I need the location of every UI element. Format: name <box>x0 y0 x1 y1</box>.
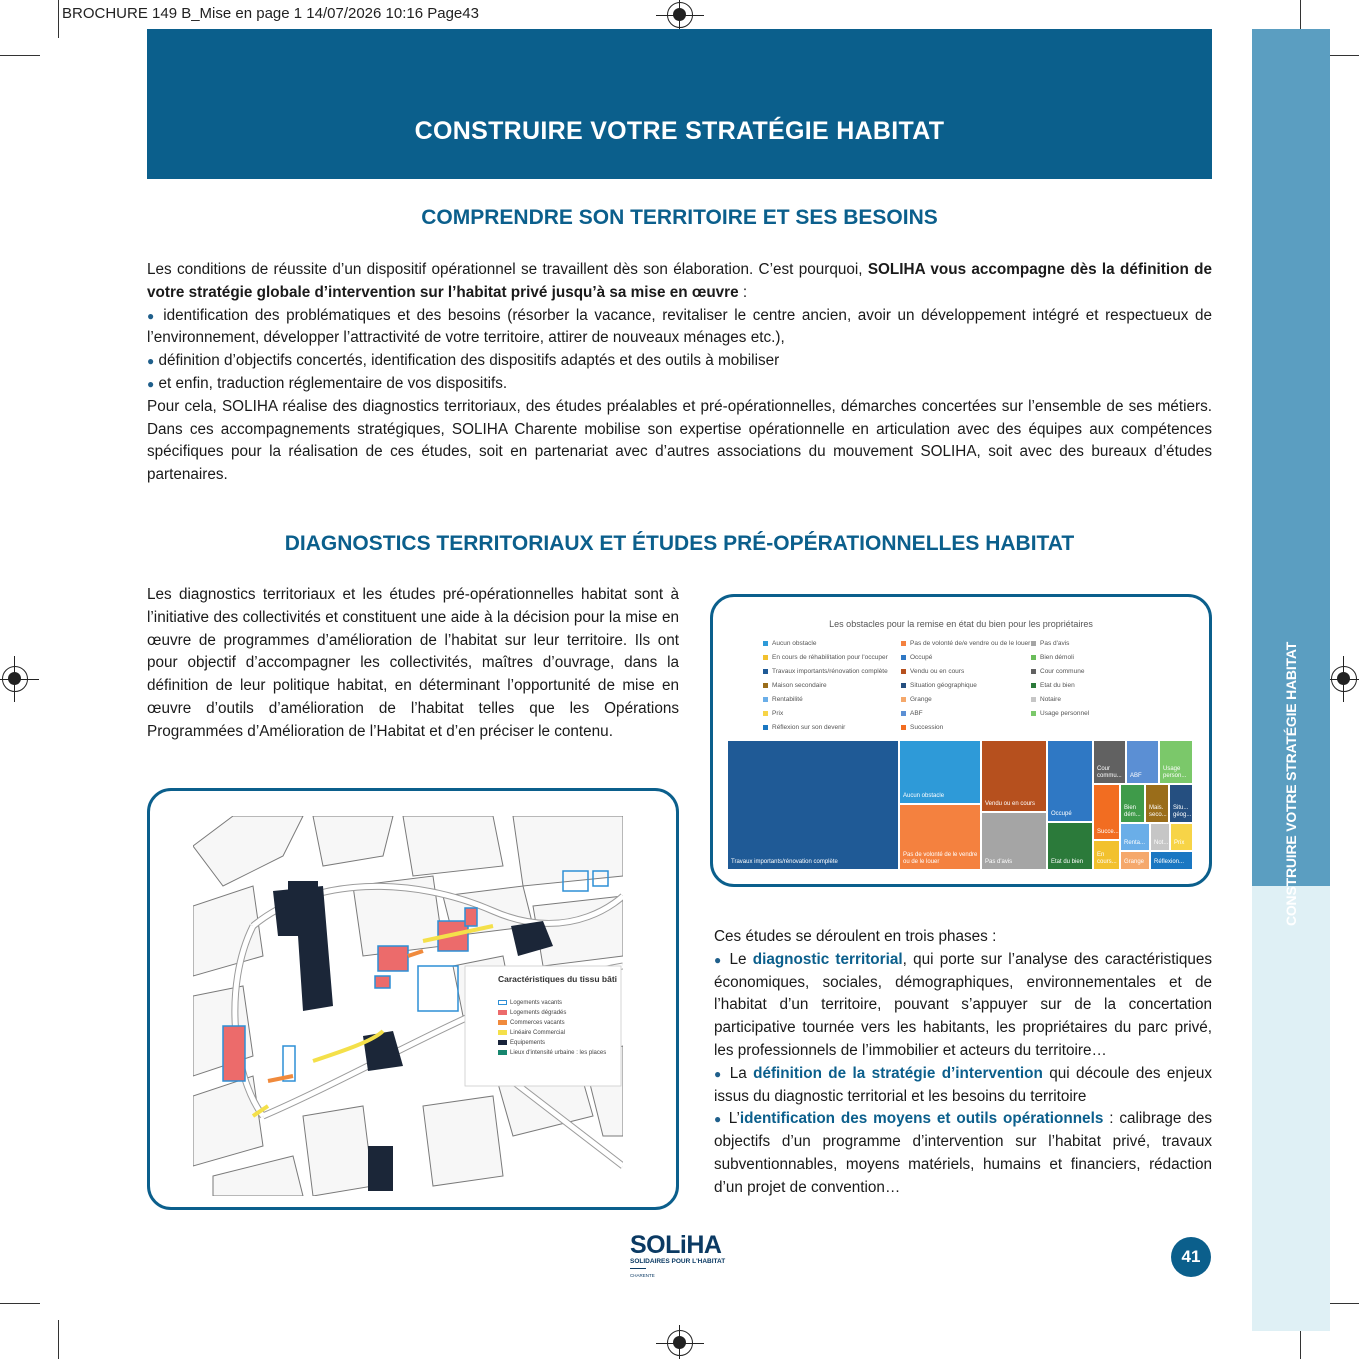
side-tab-label: CONSTRUIRE VOTRE STRATÉGIE HABITAT <box>1283 641 1299 927</box>
section1-body <box>147 259 1212 487</box>
phase-prefix: L’ <box>728 1110 740 1128</box>
treemap-tile-label: Bien dém... <box>1124 805 1141 818</box>
legend-swatch <box>763 683 768 688</box>
chart-legend-item <box>901 724 943 731</box>
registration-mark <box>667 2 693 28</box>
legend-swatch <box>901 683 906 688</box>
legend-label: Situation géographique <box>910 682 977 689</box>
treemap-tile-label: En cours... <box>1097 852 1117 865</box>
treemap-tile <box>899 740 981 804</box>
phases-block <box>714 926 1212 1200</box>
side-tab-lower <box>1252 886 1330 1331</box>
treemap-tile <box>1120 784 1145 823</box>
chart-legend-item <box>901 668 964 675</box>
legend-label: Succession <box>910 724 944 731</box>
intro-end: : <box>738 283 748 301</box>
map-legend-label: Linéaire Commercial <box>510 1030 566 1037</box>
treemap-tile-label: Not... <box>1154 840 1169 846</box>
legend-label: Cour commune <box>1040 668 1085 675</box>
map-legend-item <box>498 1040 545 1046</box>
legend-swatch <box>901 725 906 730</box>
treemap-tile-label: Renta... <box>1124 840 1146 846</box>
header-band <box>147 29 1212 179</box>
map-legend-swatch <box>498 1010 507 1015</box>
chart-legend-item <box>1031 710 1089 717</box>
map-legend-item <box>498 1030 565 1036</box>
legend-swatch <box>763 641 768 646</box>
registration-line <box>1343 656 1344 702</box>
chart-title: Les obstacles pour la remise en état du bien pour les propriétaires <box>829 619 1093 629</box>
crop-mark <box>0 1303 40 1304</box>
map-legend-title: Caractéristiques du tissu bâti <box>498 974 618 984</box>
treemap-tile-label: Cour commu... <box>1097 766 1122 779</box>
legend-swatch <box>763 655 768 660</box>
phase-prefix: La <box>729 1064 754 1082</box>
phase-keyword: définition de la stratégie d’intervention <box>753 1064 1043 1082</box>
chart-legend-item <box>1031 696 1061 703</box>
map-legend-label: Lieux d'intensité urbaine : les places <box>510 1050 607 1057</box>
map-legend-item <box>498 1000 562 1006</box>
list-item <box>147 350 1212 373</box>
chart-legend-item <box>1031 640 1069 647</box>
page-title: CONSTRUIRE VOTRE STRATÉGIE HABITAT <box>414 117 945 145</box>
treemap-tile <box>1093 784 1120 840</box>
treemap-tile <box>727 740 899 870</box>
phase-keyword: identification des moyens et outils opérationnels <box>739 1110 1104 1128</box>
treemap-tile-label: Pas d'avis <box>985 859 1013 865</box>
treemap-tile <box>1169 784 1193 823</box>
phase-keyword: diagnostic territorial <box>752 950 903 968</box>
chart-legend-item <box>763 654 888 661</box>
legend-swatch <box>1031 641 1036 646</box>
legend-swatch <box>901 655 906 660</box>
map-legend-swatch <box>498 1030 507 1035</box>
legend-label: Usage personnel <box>1040 710 1090 717</box>
phases-intro: Ces études se déroulent en trois phases : <box>714 928 997 945</box>
bullet-icon: ● <box>714 952 724 967</box>
map-legend-swatch <box>498 1020 507 1025</box>
map-legend-swatch <box>498 1000 507 1005</box>
bullet-icon: ● <box>714 1066 724 1081</box>
map-legend-label: Commerces vacants <box>510 1020 565 1027</box>
section-heading-territoire: COMPRENDRE SON TERRITOIRE ET SES BESOINS <box>421 206 938 229</box>
chart-legend-item <box>1031 682 1075 689</box>
legend-swatch <box>763 725 768 730</box>
legend-label: En cours de réhabilitation pour l'occuper <box>772 654 888 661</box>
treemap-tile-label: Etat du bien <box>1051 859 1084 865</box>
map-legend-item <box>498 1020 565 1026</box>
list-item <box>714 1108 1212 1199</box>
legend-swatch <box>901 697 906 702</box>
chart-legend-item <box>901 696 932 703</box>
legend-swatch <box>901 711 906 716</box>
list-item <box>714 949 1212 1063</box>
legend-label: Pas d'avis <box>1040 640 1070 647</box>
treemap-tile <box>1150 851 1193 870</box>
legend-swatch <box>1031 655 1036 660</box>
list-item <box>147 373 1212 396</box>
treemap-tile <box>1047 822 1093 870</box>
treemap-tile-label: ABF <box>1130 773 1142 779</box>
crop-mark <box>58 0 59 38</box>
chart-legend-item <box>763 640 816 647</box>
map-legend-swatch <box>498 1050 507 1055</box>
map-legend-item <box>498 1010 566 1016</box>
legend-label: Bien démoli <box>1040 654 1074 661</box>
legend-label: Grange <box>910 696 932 703</box>
list-item <box>714 1063 1212 1109</box>
map-legend-item <box>498 1050 606 1056</box>
phase-text: , qui porte sur l’analyse des caractéristiques économiques, sociales, démographiques, environnementales et de l’habitat d’un territoire, pouvant s’appuyer sur de la concertation participative tournée vers les habitants, les propriétaires du parc privé, les professionnels de l’immobilier et acteurs du territoire… <box>714 950 1213 1059</box>
registration-line <box>679 1325 680 1359</box>
legend-label: Aucun obstacle <box>772 640 817 647</box>
legend-label: Pas de volonté de/e vendre ou de le louer <box>910 640 1031 647</box>
legend-label: ABF <box>910 710 923 717</box>
treemap-tile-label: Mais. seco... <box>1149 805 1167 818</box>
treemap-tile-label: Vendu ou en cours <box>985 801 1036 807</box>
treemap-tile-label: Grange <box>1124 859 1145 865</box>
logo-region: CHARENTE <box>630 1273 655 1278</box>
map-legend-label: Equipements <box>510 1040 546 1047</box>
list-item <box>147 305 1212 351</box>
map-legend-label: Logements dégradés <box>510 1010 567 1017</box>
legend-swatch <box>763 711 768 716</box>
map-frame <box>147 788 679 1210</box>
bullet-icon: ● <box>147 308 157 323</box>
legend-label: Prix <box>772 710 784 717</box>
diagnostics-paragraph: Les diagnostics territoriaux et les études pré-opérationnelles habitat sont à l’initiative des collectivités et constituent une aide à la décision pour la mise en œuvre de programmes d’amélioration de l’habitat sur leur territoire. Ils ont pour objectif d’accompagner les collectivités, maîtres d’ouvrage, dans la définition de leur politique habitat, en déterminant l’opportunité de mise en œuvre d’outils d’amélioration de l’habitat telles que les Opérations Programmées d’Amélioration de l’Habitat et d’en préciser le contenu. <box>147 586 679 740</box>
legend-label: Occupé <box>910 654 933 661</box>
treemap-tile <box>981 740 1047 812</box>
map-legend-swatch <box>498 1040 507 1045</box>
print-slug: BROCHURE 149 B_Mise en page 1 14/07/2026 10:16 Page43 <box>62 5 479 22</box>
legend-label: Réflexion sur son devenir <box>772 724 846 731</box>
legend-label: Rentabilité <box>772 696 803 703</box>
chart-legend-item <box>763 696 803 703</box>
bullet-icon: ● <box>147 354 155 369</box>
chart-legend-item <box>763 724 845 731</box>
logo-tagline: SOLIDAIRES POUR L'HABITAT <box>630 1258 726 1265</box>
treemap-tile <box>1150 823 1170 851</box>
closing-paragraph: Pour cela, SOLIHA réalise des diagnostics territoriaux, des études préalables et pré-opérationnelles, démarches concertées sur l’ensemble de ses métiers. Dans ces accompagnements stratégiques, SOLIHA Charente mobilise son expertise opérationnelle en articulation avec des équipes aux compétences spécifiques pour la réalisation de ces études, soit en partenariat avec d’autres associations du mouvement SOLIHA, soit avec des bureaux d’études partenaires. <box>147 397 1212 484</box>
legend-swatch <box>1031 669 1036 674</box>
treemap-tile <box>1159 740 1193 784</box>
phase-text: qui découle des enjeux issus du diagnostic territorial et les besoins du territoire <box>714 1064 1213 1105</box>
bullet-icon: ● <box>714 1112 723 1127</box>
treemap-tile <box>899 804 981 870</box>
logo-rule <box>630 1268 646 1269</box>
bullet-text: définition d’objectifs concertés, identification des dispositifs adaptés et des outils à mobiliser <box>158 352 780 370</box>
treemap-tile-label: Travaux importants/rénovation complète <box>731 859 838 865</box>
treemap-tile-label: Situ... géog... <box>1173 805 1192 818</box>
intro-paragraph <box>147 259 1212 305</box>
crop-mark <box>0 55 40 56</box>
treemap-tile <box>1120 851 1150 870</box>
registration-line <box>679 0 680 30</box>
chart-legend-item <box>901 682 977 689</box>
treemap-tile <box>1145 784 1169 823</box>
treemap-tile-label: Aucun obstacle <box>903 793 945 799</box>
treemap-tile-label: Succe... <box>1097 829 1119 835</box>
chart-legend-item <box>901 640 1030 647</box>
registration-mark <box>667 1330 693 1356</box>
legend-label: Vendu ou en cours <box>910 668 965 675</box>
bullet-text: identification des problématiques et des besoins (résorber la vacance, revitaliser le centre ancien, avoir un développement intégré et respectueux de l’environnement, développer l’attractivité de votre territoire, attirer de nouveaux ménages etc.), <box>147 306 1213 347</box>
chart-legend-item <box>901 710 923 717</box>
crop-mark <box>58 1320 59 1359</box>
registration-mark <box>1331 666 1357 692</box>
treemap-tile-label: Prix <box>1174 840 1185 846</box>
legend-swatch <box>763 697 768 702</box>
legend-swatch <box>1031 683 1036 688</box>
legend-swatch <box>1031 711 1036 716</box>
bullet-icon: ● <box>147 376 155 391</box>
chart-legend-item <box>1031 654 1074 661</box>
soliha-logo: SOLiHA <box>630 1231 722 1259</box>
chart-legend-item <box>901 654 932 661</box>
treemap-tile <box>1047 740 1093 822</box>
legend-swatch <box>901 669 906 674</box>
treemap-chart-frame <box>710 594 1212 887</box>
chart-legend-item <box>763 710 783 717</box>
chart-legend-item <box>1031 668 1084 675</box>
treemap-tile-label: Usage person... <box>1163 766 1187 779</box>
treemap-tile <box>1126 740 1159 784</box>
bullet-text: et enfin, traduction réglementaire de vos dispositifs. <box>158 374 508 392</box>
legend-swatch <box>901 641 906 646</box>
intro-bold-text: SOLIHA vous accompagne dès la définition de votre stratégie globale d’intervention sur l’habitat privé jusqu’à sa mise en œuvre <box>147 261 1212 301</box>
chart-legend-item <box>763 682 827 689</box>
treemap-tile <box>1093 740 1126 784</box>
map-legend-label: Logements vacants <box>510 1000 563 1007</box>
section-heading-diagnostics: DIAGNOSTICS TERRITORIAUX ET ÉTUDES PRÉ-OPÉRATIONNELLES HABITAT <box>284 532 1075 555</box>
treemap-tile <box>1093 840 1120 870</box>
treemap-tile <box>981 812 1047 870</box>
treemap-tile-label: Occupé <box>1051 811 1072 817</box>
legend-label: Etat du bien <box>1040 682 1075 689</box>
treemap-tile-label: Pas de volonté de le vendre ou de le louer <box>903 852 978 865</box>
legend-swatch <box>1031 697 1036 702</box>
treemap-tile-label: Réflexion... <box>1154 859 1185 865</box>
treemap-tile <box>1120 823 1150 851</box>
phase-prefix: Le <box>729 950 753 968</box>
phase-text: : calibrage des objectifs d’un programme d’intervention sur l’habitat privé, travaux subventionnables, moyens matériels, humains et financiers, rédaction d’un projet de convention… <box>714 1110 1212 1196</box>
intro-text: Les conditions de réussite d’un dispositif opérationnel se travaillent dès son élaboration. C’est pourquoi, <box>147 261 868 278</box>
page-number: 41 <box>1171 1237 1211 1277</box>
registration-line <box>14 656 15 702</box>
legend-label: Notaire <box>1040 696 1061 703</box>
legend-label: Travaux importants/rénovation complète <box>772 668 888 675</box>
legend-swatch <box>763 669 768 674</box>
registration-mark <box>2 666 28 692</box>
treemap-tile <box>1170 823 1193 851</box>
chart-legend-item <box>763 668 888 675</box>
legend-label: Maison secondaire <box>772 682 827 689</box>
